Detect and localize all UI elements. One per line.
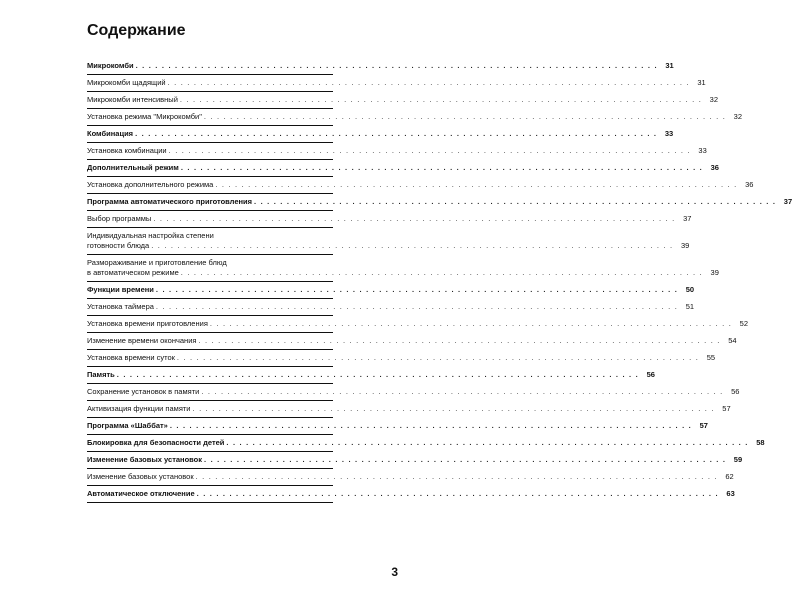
toc-entry-page: 52: [739, 319, 749, 328]
dot-leader: . . . . . . . . . . . . . . . . . . . . . . . . . . . . . . . . . . . . . . . . . . . . . . . . . . . . . . . . . . . . . . . . . . . . . . . . . . . . . . . .: [192, 404, 715, 413]
dot-leader: . . . . . . . . . . . . . . . . . . . . . . . . . . . . . . . . . . . . . . . . . . . . . . . . . . . . . . . . . . . . . . . . . . . . . . . . . . . . . . . .: [167, 78, 690, 87]
toc-entry-page: 56: [731, 387, 740, 396]
toc-entry: [87, 160, 719, 177]
dot-leader: . . . . . . . . . . . . . . . . . . . . . . . . . . . . . . . . . . . . . . . . . . . . . . . . . . . . . . . . . . . . . . . . . . . . . . . . . . . . . . . .: [135, 61, 658, 70]
toc-entry-label: Активизация функции памяти: [87, 404, 191, 413]
dot-leader: . . . . . . . . . . . . . . . . . . . . . . . . . . . . . . . . . . . . . . . . . . . . . . . . . . . . . . . . . . . . . . . . . . . . . . . . . . . . . . . .: [195, 472, 718, 481]
toc-entry-page: 62: [725, 472, 734, 481]
toc-entry-label: в автоматическом режиме: [87, 268, 179, 277]
dot-leader: . . . . . . . . . . . . . . . . . . . . . . . . . . . . . . . . . . . . . . . . . . . . . . . . . . . . . . . . . . . . . . . . . . . . . . . . . . . . . . . .: [155, 285, 679, 294]
toc-entry-label: Установка режима "Микрокомби": [87, 112, 202, 121]
dot-leader: . . . . . . . . . . . . . . . . . . . . . . . . . . . . . . . . . . . . . . . . . . . . . . . . . . . . . . . . . . . . . . . . . . . . . . . . . . . . . . . .: [176, 353, 700, 362]
toc-entry: [87, 282, 695, 299]
toc-entry: [87, 435, 765, 452]
toc-entry-label: Установка комбинации: [87, 146, 167, 155]
toc-entry-label: Выбор программы: [87, 214, 152, 223]
toc-entry-page: 51: [685, 302, 695, 311]
toc-entry: [87, 126, 674, 143]
toc-entry: [87, 177, 754, 194]
toc-entry-label: Установка времени приготовления: [87, 319, 208, 328]
toc-entry-label: Изменение базовых установок: [87, 472, 194, 481]
toc-entry-page: 31: [665, 61, 674, 70]
toc-entry-page: 54: [728, 336, 737, 345]
page-number: 3: [391, 565, 398, 579]
toc-entry-page: 50: [685, 285, 695, 294]
toc-entry-page: 32: [709, 95, 719, 104]
toc-entry-page: 56: [646, 370, 655, 379]
toc-entry: [87, 299, 695, 316]
toc-entry-page: 55: [706, 353, 716, 362]
toc-entry: [87, 316, 749, 333]
toc-entry-label: Сохранение установок в памяти: [87, 387, 200, 396]
toc-entry: [87, 469, 734, 486]
toc-entry: [87, 92, 719, 109]
toc-entry-page: 57: [699, 421, 708, 430]
toc-entry: [87, 211, 692, 228]
toc-entry-page: 63: [726, 489, 735, 498]
dot-leader: . . . . . . . . . . . . . . . . . . . . . . . . . . . . . . . . . . . . . . . . . . . . . . . . . . . . . . . . . . . . . . . . . . . . . . . . . . . . . . . .: [254, 197, 777, 206]
toc-entry: [87, 255, 719, 282]
toc-entry-label: Дополнительный режим: [87, 163, 179, 172]
toc-entry: [87, 486, 735, 503]
dot-leader: . . . . . . . . . . . . . . . . . . . . . . . . . . . . . . . . . . . . . . . . . . . . . . . . . . . . . . . . . . . . . . . . . . . . . . . . . . . . . . . .: [215, 180, 738, 189]
toc-entry-page: 37: [783, 197, 792, 206]
toc-entry-page: 32: [733, 112, 743, 121]
toc-entry-label: Память: [87, 370, 115, 379]
toc-entry-page: 39: [710, 268, 719, 277]
toc-entry: [87, 143, 707, 160]
toc-entry-label-line1: Размораживание и приготовление блюд: [87, 258, 227, 267]
toc-entry-label: готовности блюда: [87, 241, 150, 250]
toc-entry-label: Комбинация: [87, 129, 134, 138]
dot-leader: . . . . . . . . . . . . . . . . . . . . . . . . . . . . . . . . . . . . . . . . . . . . . . . . . . . . . . . . . . . . . . . . . . . . . . . . . . . . . . . .: [155, 302, 679, 311]
dot-leader: . . . . . . . . . . . . . . . . . . . . . . . . . . . . . . . . . . . . . . . . . . . . . . . . . . . . . . . . . . . . . . . . . . . . . . . . . . . . . . . .: [201, 387, 724, 396]
toc-entry: [87, 418, 708, 435]
toc-entry-label: Установка таймера: [87, 302, 154, 311]
toc-entry-label: Установка дополнительного режима: [87, 180, 214, 189]
toc-entry: [87, 58, 674, 75]
toc-entry-label: Изменение времени окончания: [87, 336, 197, 345]
toc-entry-label: Блокировка для безопасности детей: [87, 438, 225, 447]
dot-leader: . . . . . . . . . . . . . . . . . . . . . . . . . . . . . . . . . . . . . . . . . . . . . . . . . . . . . . . . . . . . . . . . . . . . . . . . . . . . . . . .: [116, 370, 639, 379]
table-of-contents: [87, 58, 792, 503]
dot-leader: . . . . . . . . . . . . . . . . . . . . . . . . . . . . . . . . . . . . . . . . . . . . . . . . . . . . . . . . . . . . . . . . . . . . . . . . . . . . . . . .: [203, 112, 727, 121]
toc-entry-label: Программа автоматического приготовления: [87, 197, 253, 206]
toc-entry-page: 33: [664, 129, 674, 138]
toc-entry-label: Программа «Шаббат»: [87, 421, 168, 430]
dot-leader: . . . . . . . . . . . . . . . . . . . . . . . . . . . . . . . . . . . . . . . . . . . . . . . . . . . . . . . . . . . . . . . . . . . . . . . . . . . . . . . .: [209, 319, 733, 328]
dot-leader: . . . . . . . . . . . . . . . . . . . . . . . . . . . . . . . . . . . . . . . . . . . . . . . . . . . . . . . . . . . . . . . . . . . . . . . . . . . . . . . .: [169, 421, 692, 430]
dot-leader: . . . . . . . . . . . . . . . . . . . . . . . . . . . . . . . . . . . . . . . . . . . . . . . . . . . . . . . . . . . . . . . . . . . . . . . . . . . . . . . .: [204, 455, 727, 464]
toc-entry-page: 58: [756, 438, 765, 447]
toc-entry-page: 33: [698, 146, 707, 155]
toc-entry: [87, 452, 743, 469]
toc-entry-label: Микрокомби интенсивный: [87, 95, 178, 104]
dot-leader: . . . . . . . . . . . . . . . . . . . . . . . . . . . . . . . . . . . . . . . . . . . . . . . . . . . . . . . . . . . . . . . . . . . . . . . . . . . . . . . .: [180, 268, 703, 277]
dot-leader: . . . . . . . . . . . . . . . . . . . . . . . . . . . . . . . . . . . . . . . . . . . . . . . . . . . . . . . . . . . . . . . . . . . . . . . . . . . . . . . .: [168, 146, 691, 155]
toc-entry: [87, 75, 706, 92]
toc-entry-label: Микрокомби: [87, 61, 134, 70]
dot-leader: . . . . . . . . . . . . . . . . . . . . . . . . . . . . . . . . . . . . . . . . . . . . . . . . . . . . . . . . . . . . . . . . . . . . . . . . . . . . . . . .: [198, 336, 721, 345]
dot-leader: . . . . . . . . . . . . . . . . . . . . . . . . . . . . . . . . . . . . . . . . . . . . . . . . . . . . . . . . . . . . . . . . . . . . . . . . . . . . . . . .: [135, 129, 658, 138]
toc-entry: [87, 401, 731, 418]
dot-leader: . . . . . . . . . . . . . . . . . . . . . . . . . . . . . . . . . . . . . . . . . . . . . . . . . . . . . . . . . . . . . . . . . . . . . . . . . . . . . . . .: [153, 214, 676, 223]
toc-entry-label: Функции времени: [87, 285, 154, 294]
toc-entry-page: 31: [697, 78, 706, 87]
dot-leader: . . . . . . . . . . . . . . . . . . . . . . . . . . . . . . . . . . . . . . . . . . . . . . . . . . . . . . . . . . . . . . . . . . . . . . . . . . . . . . . .: [151, 241, 674, 250]
toc-entry-page: 59: [733, 455, 743, 464]
toc-entry-page: 36: [710, 163, 719, 172]
toc-entry: [87, 367, 655, 384]
toc-entry-label: Изменение базовых установок: [87, 455, 202, 464]
toc-entry-label: Микрокомби щадящий: [87, 78, 166, 87]
toc-entry-label-line1: Индивидуальная настройка степени: [87, 231, 214, 240]
toc-entry-page: 39: [680, 241, 690, 250]
toc-entry-label: Автоматическое отключение: [87, 489, 195, 498]
toc-entry: [87, 228, 690, 255]
toc-entry: [87, 384, 740, 401]
dot-leader: . . . . . . . . . . . . . . . . . . . . . . . . . . . . . . . . . . . . . . . . . . . . . . . . . . . . . . . . . . . . . . . . . . . . . . . . . . . . . . . .: [226, 438, 749, 447]
toc-entry: [87, 194, 792, 211]
toc-entry-page: 37: [683, 214, 692, 223]
dot-leader: . . . . . . . . . . . . . . . . . . . . . . . . . . . . . . . . . . . . . . . . . . . . . . . . . . . . . . . . . . . . . . . . . . . . . . . . . . . . . . . .: [180, 163, 703, 172]
dot-leader: . . . . . . . . . . . . . . . . . . . . . . . . . . . . . . . . . . . . . . . . . . . . . . . . . . . . . . . . . . . . . . . . . . . . . . . . . . . . . . . .: [179, 95, 703, 104]
toc-entry: [87, 350, 716, 367]
toc-entry-page: 36: [745, 180, 754, 189]
toc-entry: [87, 333, 737, 350]
toc-entry-page: 57: [722, 404, 731, 413]
page-title: Содержание: [87, 22, 186, 39]
dot-leader: . . . . . . . . . . . . . . . . . . . . . . . . . . . . . . . . . . . . . . . . . . . . . . . . . . . . . . . . . . . . . . . . . . . . . . . . . . . . . . . .: [196, 489, 719, 498]
toc-entry-label: Установка времени суток: [87, 353, 175, 362]
toc-entry: [87, 109, 743, 126]
